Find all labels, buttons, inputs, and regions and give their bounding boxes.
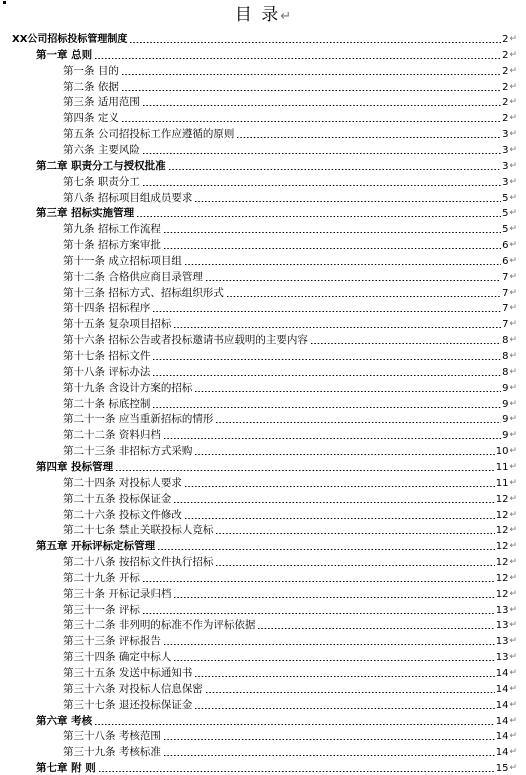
dot-leader: [121, 90, 501, 91]
paragraph-mark-icon: ↵: [509, 477, 517, 488]
toc-entry-label: 第二章 职责分工与授权批准: [36, 159, 166, 172]
toc-article-entry[interactable]: [63, 633, 517, 648]
paragraph-mark-icon: ↵: [509, 683, 517, 694]
paragraph-mark-icon: ↵: [509, 240, 517, 251]
toc-entry-label: 第三十九条 考核标准: [63, 746, 161, 759]
toc-page-number: 3: [502, 129, 509, 141]
paragraph-mark-icon: ↵: [509, 620, 517, 631]
toc-entry-label: 第二十七条 禁止关联投标人竞标: [63, 524, 214, 537]
toc-article-entry[interactable]: [63, 126, 517, 141]
toc-page-number: 7: [502, 271, 509, 283]
toc-chapter-entry[interactable]: [36, 205, 517, 220]
toc-article-entry[interactable]: [63, 142, 517, 157]
toc-entry-label: 第十四条 招标程序: [63, 302, 151, 315]
toc-article-entry[interactable]: [63, 332, 517, 347]
toc-entry-label: 第二十九条 开标: [63, 571, 140, 584]
toc-page-number: 12: [495, 509, 509, 521]
toc-entry-label: 第二十五条 投标保证金: [63, 492, 172, 505]
toc-entry-label: 第三十六条 对投标人信息保密: [63, 682, 203, 695]
toc-article-entry[interactable]: [63, 744, 517, 759]
dot-leader: [215, 422, 501, 423]
toc-entry-label: 第十二条 合格供应商目录管理: [63, 270, 203, 283]
paragraph-mark-icon: ↵: [509, 303, 517, 314]
dot-leader: [194, 676, 494, 677]
dot-leader: [163, 755, 495, 756]
dot-leader: [184, 264, 501, 265]
paragraph-mark-icon: ↵: [509, 271, 517, 282]
toc-article-entry[interactable]: [63, 586, 517, 601]
dot-leader: [163, 739, 495, 740]
toc-article-entry[interactable]: [63, 380, 517, 395]
toc-page-number: 12: [495, 557, 509, 569]
toc-article-entry[interactable]: [63, 411, 517, 426]
toc-page-number: 14: [495, 683, 509, 695]
dot-leader: [152, 407, 501, 408]
toc-chapter-entry[interactable]: [36, 760, 517, 775]
toc-article-entry[interactable]: [63, 174, 517, 189]
dot-leader: [257, 628, 494, 629]
toc-page-number: 3: [502, 160, 509, 172]
toc-article-entry[interactable]: [63, 491, 517, 506]
paragraph-mark-icon: ↵: [509, 398, 517, 409]
toc-article-entry[interactable]: [63, 285, 517, 300]
toc-page-number: 7: [502, 319, 509, 331]
toc-page-number: 10: [495, 446, 509, 458]
toc-page-number: 7: [502, 303, 509, 315]
toc-entry-label: 第二十二条 资料归档: [63, 429, 161, 442]
toc-page-number: 13: [495, 636, 509, 648]
paragraph-mark-icon: ↵: [509, 208, 517, 219]
toc-page-number: 2: [502, 113, 509, 125]
paragraph-mark-icon: ↵: [509, 699, 517, 710]
paragraph-mark-icon: ↵: [509, 668, 517, 678]
dot-leader: [215, 533, 494, 534]
toc-entry-label: 第五章 开标评标定标管理: [36, 540, 156, 553]
toc-page-number: 14: [495, 668, 509, 679]
paragraph-mark-icon: ↵: [509, 509, 517, 520]
toc-entry-label: 第二十八条 按招标文件执行招标: [63, 556, 214, 569]
toc-entry-label: 第三十八条 考核范围: [63, 730, 161, 743]
paragraph-mark-icon: ↵: [509, 113, 517, 124]
toc-article-entry[interactable]: [63, 190, 517, 205]
dot-leader: [163, 232, 501, 233]
toc-entry-label: 第六章 考核: [36, 714, 93, 727]
paragraph-mark-icon: ↵: [509, 224, 517, 235]
toc-article-entry[interactable]: [63, 364, 517, 379]
toc-page-number: 2: [502, 49, 509, 61]
toc-article-entry[interactable]: [63, 110, 517, 125]
toc-page-number: 13: [495, 652, 509, 664]
dot-leader: [142, 105, 501, 106]
dot-leader: [152, 311, 501, 312]
paragraph-mark-icon: ↵: [509, 747, 517, 758]
toc-entry-label: 第五条 公司招投标工作应遵循的原则: [63, 128, 235, 141]
toc-entry-label: 第十三条 招标方式、招标组织形式: [63, 286, 224, 299]
paragraph-mark-icon: ↵: [509, 366, 517, 377]
toc-article-entry[interactable]: [63, 522, 517, 537]
paragraph-mark-icon: ↵: [509, 731, 517, 742]
toc-chapter-entry[interactable]: [36, 459, 517, 474]
toc-page-number: 5: [502, 208, 509, 220]
toc-page-number: 12: [495, 493, 509, 505]
toc-article-entry[interactable]: [63, 443, 517, 458]
toc-page-number: 13: [495, 604, 509, 616]
dot-leader: [194, 201, 501, 202]
toc-entry-label: 第三十五条 发送中标通知书: [63, 667, 193, 679]
toc-page-number: 9: [502, 398, 509, 410]
toc-page-number: 5: [502, 192, 509, 204]
toc-page-number: 8: [502, 335, 509, 347]
toc-page-number: 14: [495, 731, 509, 743]
toc-entry-label: 第十一条 成立招标项目组: [63, 254, 182, 267]
toc-page-number: 8: [502, 351, 509, 362]
dot-leader: [142, 613, 495, 614]
dot-leader: [94, 58, 501, 59]
dot-leader: [121, 74, 501, 75]
dot-leader: [194, 391, 501, 392]
paragraph-mark-icon: ↵: [509, 604, 517, 615]
dot-leader: [215, 565, 494, 566]
dot-leader: [205, 692, 495, 693]
toc-article-entry[interactable]: [63, 348, 517, 363]
toc-entry-label: 第十六条 招标公告或者投标邀请书应载明的主要内容: [63, 334, 308, 347]
dot-leader: [236, 137, 501, 138]
dot-leader: [94, 724, 495, 725]
toc-entry-label: XX公司招标投标管理制度: [12, 34, 128, 45]
toc-chapter-entry[interactable]: [36, 713, 517, 728]
toc-entry-label: 第一章 总则: [36, 48, 93, 61]
dot-leader: [121, 121, 501, 122]
paragraph-mark-icon: ↵: [509, 525, 517, 536]
dot-leader: [152, 375, 501, 376]
dot-leader: [142, 185, 501, 186]
dot-leader: [173, 327, 501, 328]
toc-article-entry[interactable]: [63, 316, 517, 331]
toc-entry-label: 第六条 主要风险: [63, 143, 140, 156]
paragraph-mark-icon: ↵: [509, 160, 517, 171]
dot-leader: [184, 518, 495, 519]
toc-entry-label: 第十五条 复杂项目招标: [63, 318, 172, 331]
toc-article-entry[interactable]: [63, 665, 517, 680]
toc-page-number: 2: [502, 81, 509, 93]
paragraph-mark-icon: ↵: [280, 9, 292, 24]
toc-article-entry[interactable]: [63, 253, 517, 268]
toc-page-number: 14: [495, 747, 509, 759]
toc-chapter-entry[interactable]: [36, 158, 517, 173]
toc-article-entry[interactable]: [63, 697, 517, 712]
toc-entry-label: 第二条 依据: [63, 80, 119, 93]
paragraph-mark-icon: ↵: [509, 652, 517, 663]
toc-entry-label: 第二十四条 对投标人要求: [63, 476, 182, 489]
toc-page-number: 15: [495, 763, 509, 775]
toc-entry-label: 第三章 招标实施管理: [36, 207, 135, 220]
toc-article-entry[interactable]: [63, 427, 517, 442]
toc-page-number: 3: [502, 176, 509, 188]
toc-entry-label: 第四章 投标管理: [36, 460, 114, 473]
toc-article-entry[interactable]: [63, 79, 517, 94]
toc-page-number: 12: [495, 541, 509, 553]
toc-entry-label: 第三十二条 非列明的标准不作为评标依据: [63, 619, 256, 632]
dot-leader: [163, 438, 501, 439]
dot-leader: [129, 42, 501, 43]
toc-page-number: 14: [495, 715, 509, 727]
toc-page-number: 14: [495, 699, 509, 711]
dot-leader: [173, 502, 494, 503]
paragraph-mark-icon: ↵: [509, 319, 517, 330]
toc-page-number: 13: [495, 620, 509, 632]
paragraph-mark-icon: ↵: [509, 382, 517, 393]
toc-article-entry[interactable]: [63, 602, 517, 617]
paragraph-mark-icon: ↵: [509, 414, 517, 425]
toc-page-number: 11: [495, 461, 509, 473]
toc-entry-label: 第三十条 开标记录归档: [63, 587, 172, 600]
paragraph-mark-icon: ↵: [509, 461, 517, 472]
paragraph-mark-icon: ↵: [509, 763, 517, 774]
paragraph-mark-icon: ↵: [509, 176, 517, 187]
dot-leader: [163, 644, 495, 645]
paragraph-mark-icon: ↵: [509, 97, 517, 108]
paragraph-mark-icon: ↵: [509, 541, 517, 552]
toc-page-number: 12: [495, 588, 509, 600]
toc-article-entry[interactable]: [63, 554, 517, 569]
toc-entry-label: 第二十六条 投标文件修改: [63, 508, 182, 521]
paragraph-mark-icon: ↵: [509, 430, 517, 441]
paragraph-mark-icon: ↵: [509, 335, 517, 346]
toc-entry-label: 第十八条 评标办法: [63, 365, 151, 378]
paragraph-mark-icon: ↵: [509, 493, 517, 504]
toc-page-number: 6: [502, 255, 509, 267]
toc-article-entry[interactable]: [63, 649, 517, 664]
toc-entry-label: 第二十一条 应当重新招标的情形: [63, 413, 214, 426]
toc-article-entry[interactable]: [63, 681, 517, 696]
toc-entry-label: 第三十一条 评标: [63, 603, 140, 616]
paragraph-mark-icon: ↵: [509, 572, 517, 583]
toc-article-entry[interactable]: [63, 300, 517, 315]
dot-leader: [142, 153, 501, 154]
dot-leader: [205, 280, 501, 281]
paragraph-mark-icon: ↵: [509, 636, 517, 647]
paragraph-mark-icon: ↵: [509, 65, 517, 76]
dot-leader: [115, 470, 495, 471]
toc-entry-label: 第三条 适用范围: [63, 96, 140, 109]
toc-entry-label: 第三十三条 评标报告: [63, 635, 161, 648]
toc-entry-label: 第三十七条 退还投标保证金: [63, 698, 193, 711]
toc-entry-label: 第三十四条 确定中标人: [63, 651, 172, 664]
dot-leader: [168, 169, 501, 170]
page-title: [0, 3, 526, 29]
toc-page-number: 6: [502, 240, 509, 252]
toc-entry-label: 第八条 招标项目组成员要求: [63, 191, 193, 204]
toc-doc-entry[interactable]: [12, 31, 517, 46]
dot-leader: [194, 454, 494, 455]
dot-leader: [142, 581, 495, 582]
toc-entry-label: 第二十条 标底控制: [63, 397, 151, 410]
paragraph-mark-icon: ↵: [509, 287, 517, 298]
toc-article-entry[interactable]: [63, 237, 517, 252]
dot-leader: [157, 549, 495, 550]
toc-chapter-entry[interactable]: [36, 538, 517, 553]
toc-entry-label: 第四条 定义: [63, 112, 119, 125]
toc-article-entry[interactable]: [63, 94, 517, 109]
toc-article-entry[interactable]: [63, 507, 517, 522]
paragraph-mark-icon: ↵: [509, 588, 517, 599]
paragraph-mark-icon: ↵: [509, 557, 517, 568]
toc-page-number: 9: [502, 382, 509, 394]
paragraph-mark-icon: ↵: [509, 129, 517, 140]
toc-page-number: 8: [502, 366, 509, 378]
toc-page-number: 5: [502, 224, 509, 236]
paragraph-mark-icon: ↵: [509, 446, 517, 457]
toc-page-number: 12: [495, 525, 509, 537]
toc-page-number: 9: [502, 430, 509, 442]
dot-leader: [163, 248, 501, 249]
dot-leader: [173, 660, 494, 661]
paragraph-mark-icon: ↵: [509, 255, 517, 266]
paragraph-mark-icon: ↵: [509, 715, 517, 726]
paragraph-mark-icon: ↵: [509, 49, 517, 60]
toc-entry-label: 第七条 职责分工: [63, 175, 140, 188]
toc-entry-label: 第二十三条 非招标方式采购: [63, 445, 193, 458]
toc-article-entry[interactable]: [63, 475, 517, 490]
toc-page-number: 2: [502, 65, 509, 77]
toc-entry-label: 第七章 附 则: [36, 762, 96, 775]
toc-page-number: 11: [495, 477, 509, 489]
toc-page-number: 2: [502, 34, 509, 45]
title-text: 目 录: [234, 5, 281, 25]
dot-leader: [226, 296, 501, 297]
toc-article-entry[interactable]: [63, 221, 517, 236]
dot-leader: [184, 486, 495, 487]
dot-leader: [136, 216, 501, 217]
toc-entry-label: 第十七条 招标文件: [63, 350, 151, 362]
toc-page-number: 9: [502, 414, 509, 426]
dot-leader: [152, 359, 501, 360]
toc-article-entry[interactable]: [63, 396, 517, 411]
toc-entry-label: 第九条 招标工作流程: [63, 223, 161, 236]
toc-article-entry[interactable]: [63, 570, 517, 585]
toc-page-number: 7: [502, 287, 509, 299]
dot-leader: [194, 708, 494, 709]
toc-article-entry[interactable]: [63, 269, 517, 284]
toc-entry-label: 第十条 招标方案审批: [63, 239, 161, 252]
toc-page-number: 3: [502, 144, 509, 156]
toc-chapter-entry[interactable]: [36, 47, 517, 62]
dot-leader: [173, 597, 494, 598]
toc-page-number: 2: [502, 97, 509, 109]
toc-entry-label: 第十九条 含设计方案的招标: [63, 381, 193, 394]
toc-article-entry[interactable]: [63, 728, 517, 743]
dot-leader: [310, 343, 501, 344]
paragraph-mark-icon: ↵: [509, 81, 517, 92]
toc-article-entry[interactable]: [63, 617, 517, 632]
paragraph-mark-icon: ↵: [509, 144, 517, 155]
paragraph-mark-icon: ↵: [509, 351, 517, 361]
toc-page-number: 12: [495, 572, 509, 584]
toc-entry-label: 第一条 目的: [63, 64, 119, 77]
paragraph-mark-icon: ↵: [509, 192, 517, 203]
toc-article-entry[interactable]: [63, 63, 517, 78]
paragraph-mark-icon: ↵: [509, 34, 517, 44]
